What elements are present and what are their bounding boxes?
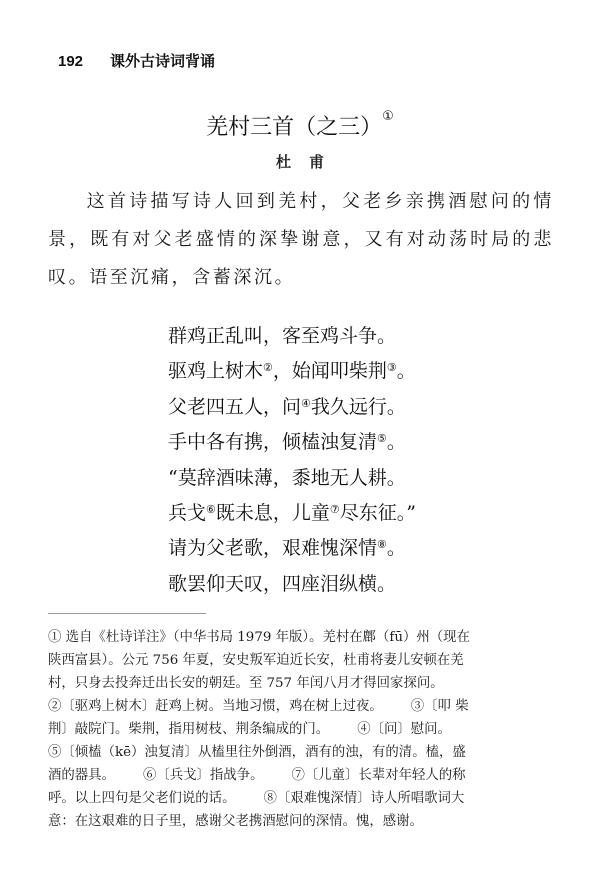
footnotes	[48, 626, 554, 833]
footnote-text: 荆〕敲院门。柴荆，指用树枝、荆条编成的门。	[48, 722, 330, 737]
footnote-text: ⑥〔兵戈〕指战争。	[142, 768, 264, 783]
footnote-text: 呼。以上四句是父老们说的话。	[48, 791, 236, 806]
author-given: 杜	[275, 153, 291, 171]
footnote-marker: ⑥	[206, 502, 216, 516]
footnote-line	[48, 787, 554, 810]
poem-text: ，始闻叩柴荆	[272, 360, 387, 383]
footnote-text: ②〔驱鸡上树木〕赶鸡上树。当地习惯，鸡在树上过夜。	[48, 699, 383, 714]
poem-text: 群鸡正乱叫，客至鸡斗争。	[168, 325, 397, 347]
footnote-marker: ③	[386, 361, 397, 375]
poem-text: 歌罢仰天叹，四座泪纵横。	[168, 572, 397, 595]
footnote-text: ⑧〔艰难愧深情〕诗人所唱歌词大	[263, 791, 465, 806]
footnote-text: 陕西富县）。公元 756 年夏，安史叛军迫近长安，杜甫将妻儿安顿在羌	[48, 653, 464, 668]
intro-paragraph	[48, 183, 554, 297]
poem-text: “莫辞酒味薄，黍地无人耕。	[168, 466, 406, 489]
footnote-text: ③〔叩 柴	[410, 699, 469, 714]
poem-line	[168, 496, 416, 531]
poem-text: 我久远行。	[310, 395, 406, 418]
poem-body	[168, 319, 416, 602]
footnote-text: ⑦〔儿童〕长辈对年轻人的称	[291, 768, 466, 783]
footnote-line	[48, 695, 554, 718]
poem-text: 既未息，儿童	[215, 501, 330, 524]
intro-text: 这首诗描写诗人回到羌村，父老乡亲携酒慰问的情景，既有对父老盛情的深挚谢意，又有对动荡时局的悲叹。语至沉痛，含蓄深沉。	[48, 191, 554, 288]
poem-text: 手中各有携，倾榼浊复清	[168, 431, 378, 454]
footnote-marker: ②	[263, 361, 273, 375]
poem-line	[168, 567, 416, 602]
poem-line	[168, 531, 416, 566]
poem-text: 。	[386, 537, 406, 560]
page-number: 192	[58, 53, 84, 70]
footnote-line	[48, 626, 554, 649]
poem-title	[0, 110, 600, 141]
footnote-line	[48, 718, 554, 741]
author-family: 甫	[309, 153, 325, 171]
poem-line	[168, 461, 416, 496]
poem-text: 。	[386, 431, 406, 454]
footnote-text: ④〔问〕慰问。	[357, 722, 451, 737]
section-title: 课外古诗词背诵	[110, 53, 216, 70]
footnote-marker: ⑤	[377, 432, 387, 446]
footnote-line	[48, 649, 554, 672]
poem-line	[168, 425, 416, 460]
footnote-marker: ④	[301, 396, 311, 410]
poem-text: 兵戈	[168, 501, 207, 524]
poem-line	[168, 354, 416, 389]
poem-line	[168, 390, 416, 425]
poem-text: 请为父老歌，艰难愧深情	[168, 537, 378, 560]
poem-line	[168, 319, 416, 354]
poem-text: 尽东征。”	[339, 501, 416, 524]
footnote-separator	[48, 613, 206, 614]
footnote-marker: ⑧	[377, 538, 387, 552]
footnote-marker: ①	[382, 109, 394, 124]
footnote-text: 酒的器具。	[48, 768, 115, 783]
poem-title-text: 羌村三首（之三）	[206, 115, 383, 140]
footnote-text: 村，只身去投奔迁出长安的朝廷。至 757 年闰八月才得回家探问。	[48, 676, 444, 691]
poem-text: 。	[396, 360, 416, 383]
running-header	[58, 50, 215, 71]
poem-text: 父老四五人，问	[168, 395, 302, 418]
footnote-line	[48, 764, 554, 787]
footnote-text: ① 选自《杜诗详注》（中华书局 1979 年版）。羌村在鄜（fū）州（现在	[48, 630, 470, 645]
footnote-text: ⑤〔倾榼（kē）浊复清〕从榼里往外倒酒，酒有的浊，有的清。榼，盛	[48, 745, 466, 760]
poem-text: 驱鸡上树木	[168, 360, 264, 383]
footnote-text: 意：在这艰难的日子里，感谢父老携酒慰问的深情。愧，感谢。	[48, 814, 423, 829]
footnote-marker: ⑦	[329, 502, 340, 516]
footnote-line	[48, 810, 554, 833]
footnote-line	[48, 741, 554, 764]
author-name	[0, 151, 600, 172]
footnote-line	[48, 672, 554, 695]
